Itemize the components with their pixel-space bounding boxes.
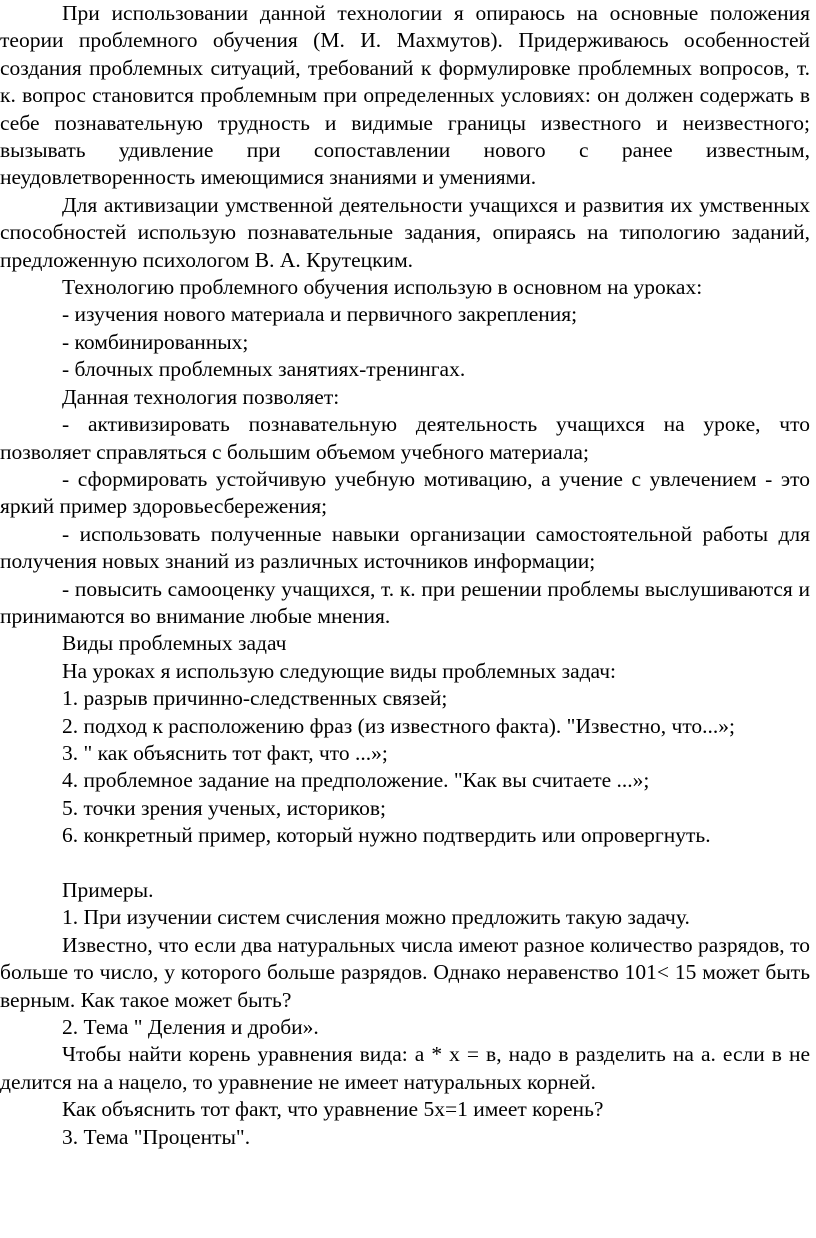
list-item-task-type: 1. разрыв причинно-следственных связей; [62,686,448,711]
paragraph-example-2-question: Как объяснить тот факт, что уравнение 5х=1 имеет корень? [62,1097,604,1122]
list-item-benefit: - активизировать познавательную деятельность учащихся на уроке, что позволяет справляться с большим объемом учебного материала; [0,412,810,464]
list-item-lesson-type: - комбинированных; [62,329,249,354]
paragraph-lesson-types-intro: Технологию проблемного обучения использую в основном на уроках: [62,275,703,300]
list-item-task-type: 3. " как объяснить тот факт, что ...»; [62,740,388,765]
list-item-lesson-type: - изучения нового материала и первичного закрепления; [62,302,578,327]
paragraph-theory: При использовании данной технологии я опираюсь на основные положения теории проблемного обучения (М. И. Махмутов). Придерживаюсь особенностей создания проблемных ситуаций, требований к формулировке проблемных вопросов, т. к. вопрос становится проблемным при определенных условиях: он должен содержать в себе познавательную трудность и видимые границы известного и неизвестного; вызывать удивление при сопоставлении нового с ранее известным, неудовлетворенность имеющимися знаниями и умениями. [0,1,810,190]
paragraph-example-1-body: Известно, что если два натуральных числа имеют разное количество разрядов, то больше то число, у которого больше разрядов. Однако неравенство 101< 15 может быть верным. Как такое может быть? [0,932,810,1012]
section-heading-examples: Примеры. [62,877,154,902]
list-item-benefit: - сформировать устойчивую учебную мотивацию, а учение с увлечением - это яркий пример здоровьесбережения; [0,466,810,519]
paragraph-example-2-body: Чтобы найти корень уравнения вида: а * х = в, надо в разделить на а. если в не делится на а нацело, то уравнение не имеет натуральных корней. [0,1042,810,1094]
list-item-benefit: - использовать полученные навыки организации самостоятельной работы для получения новых знаний из различных источников информации; [0,521,810,574]
paragraph-task-types-intro: На уроках я использую следующие виды проблемных задач: [62,658,617,683]
list-item-benefit: - повысить самооценку учащихся, т. к. при решении проблемы выслушиваются и принимаются во внимание любые мнения. [0,576,810,628]
blank-line [0,850,810,877]
list-item-task-type: 4. проблемное задание на предположение. "Как вы считаете ...»; [62,768,650,793]
paragraph-example-3: 3. Тема "Проценты". [62,1124,251,1149]
paragraph-activation: Для активизации умственной деятельности учащихся и развития их умственных способностей использую познавательные задания, опираясь на типологию заданий, предложенную психологом В. А. Крутецким. [0,192,810,272]
list-item-lesson-type: - блочных проблемных занятиях-тренингах. [62,357,466,382]
list-item-task-type: 2. подход к расположению фраз (из известного факта). "Известно, что...»; [62,713,736,738]
paragraph-example-1: 1. При изучении систем счисления можно предложить такую задачу. [62,905,690,930]
paragraph-example-2: 2. Тема " Деления и дроби». [62,1015,319,1040]
paragraph-benefits-intro: Данная технология позволяет: [62,384,340,409]
section-heading-task-types: Виды проблемных задач [62,631,287,656]
list-item-task-type: 5. точки зрения ученых, историков; [62,795,386,820]
list-item-task-type: 6. конкретный пример, который нужно подтвердить или опровергнуть. [62,823,711,848]
